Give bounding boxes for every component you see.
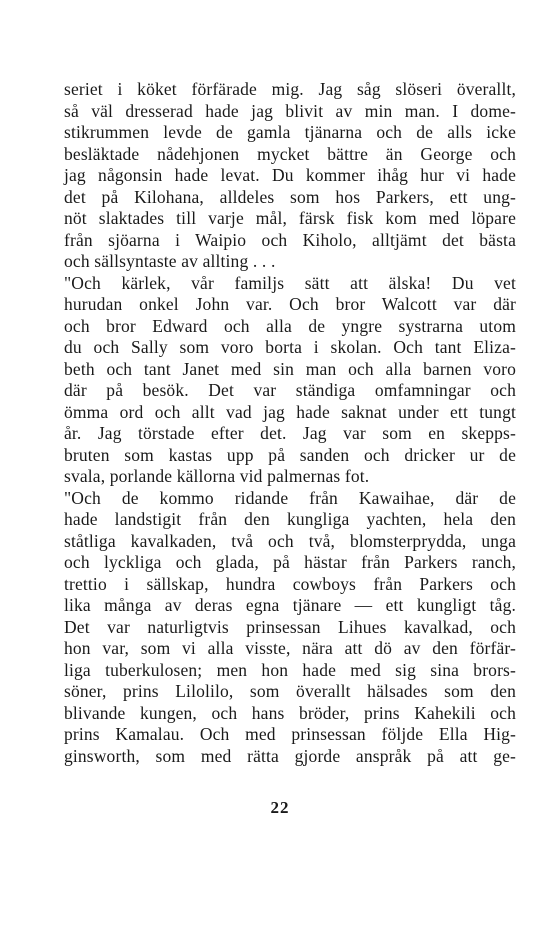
text-line: jag någonsin hade levat. Du kommer ihåg hur vi hade [64,165,516,185]
text-line: hade landstigit från den kungliga yachten, hela den [64,509,516,529]
text-line: från sjöarna i Waipio och Kiholo, alltjämt det bästa [64,229,516,250]
text-line: stikrummen levde de gamla tjänarna och de alls icke [64,122,516,142]
text-line: och bror Edward och alla de yngre systrarna utom [64,315,516,336]
text-line: söner, prins Lilolilo, som överallt hälsades som den [64,681,516,701]
text-line: du och Sally som voro borta i skolan. Och tant Eliza- [64,337,516,357]
page-number: 22 [270,798,290,817]
text-line: bruten som kastas upp på sanden och dricker ur de [64,444,516,465]
text-line: ginsworth, som med rätta gjorde anspråk på att ge- [64,745,516,766]
text-line: Det var naturligtvis prinsessan Lihues kavalkad, och [64,616,516,637]
text-line: och sällsyntaste av allting . . . [64,251,276,271]
text-line: hurudan onkel John var. Och bror Walcott var där [64,294,516,314]
text-line: hon var, som vi alla visste, nära att dö av den förfär- [64,638,516,658]
text-line: det på Kilohana, alldeles som hos Parkers, ett ung- [64,186,516,207]
text-line: och lyckliga och glada, på hästar från Parkers ranch, [64,552,516,572]
text-line: "Och de kommo ridande från Kawaihae, där de [64,487,516,508]
text-line: beth och tant Janet med sin man och alla barnen voro [64,358,516,379]
text-line: ståtliga kavalkaden, två och två, blomsterprydda, unga [64,530,516,551]
text-line: seriet i köket förfärade mig. Jag såg slöseri överallt, [64,79,516,99]
text-line: prins Kamalau. Och med prinsessan följde Ella Hig- [64,724,516,744]
text-line: så väl dresserad hade jag blivit av min man. I dome- [64,100,516,121]
text-line: nöt slaktades till varje mål, färsk fisk kom med löpare [64,208,516,228]
text-line: trettio i sällskap, hundra cowboys från Parkers och [64,573,516,594]
text-line: besläktade nådehjonen mycket bättre än George och [64,143,516,164]
text-line: liga tuberkulosen; men hon hade med sig sina brors- [64,659,516,680]
body-text [64,79,516,767]
text-line: "Och kärlek, vår familjs sätt att älska! Du vet [64,272,516,293]
text-line: lika många av deras egna tjänare — ett kungligt tåg. [64,595,516,615]
text-line: blivande kungen, och hans bröder, prins Kahekili och [64,702,516,723]
text-line: svala, porlande källorna vid palmernas fot. [64,466,370,486]
text-line: där på besök. Det var ständiga omfamningar och [64,380,516,400]
text-line: år. Jag törstade efter det. Jag var som en skepps- [64,423,516,443]
text-line: ömma ord och allt vad jag hade saknat under ett tungt [64,401,516,422]
